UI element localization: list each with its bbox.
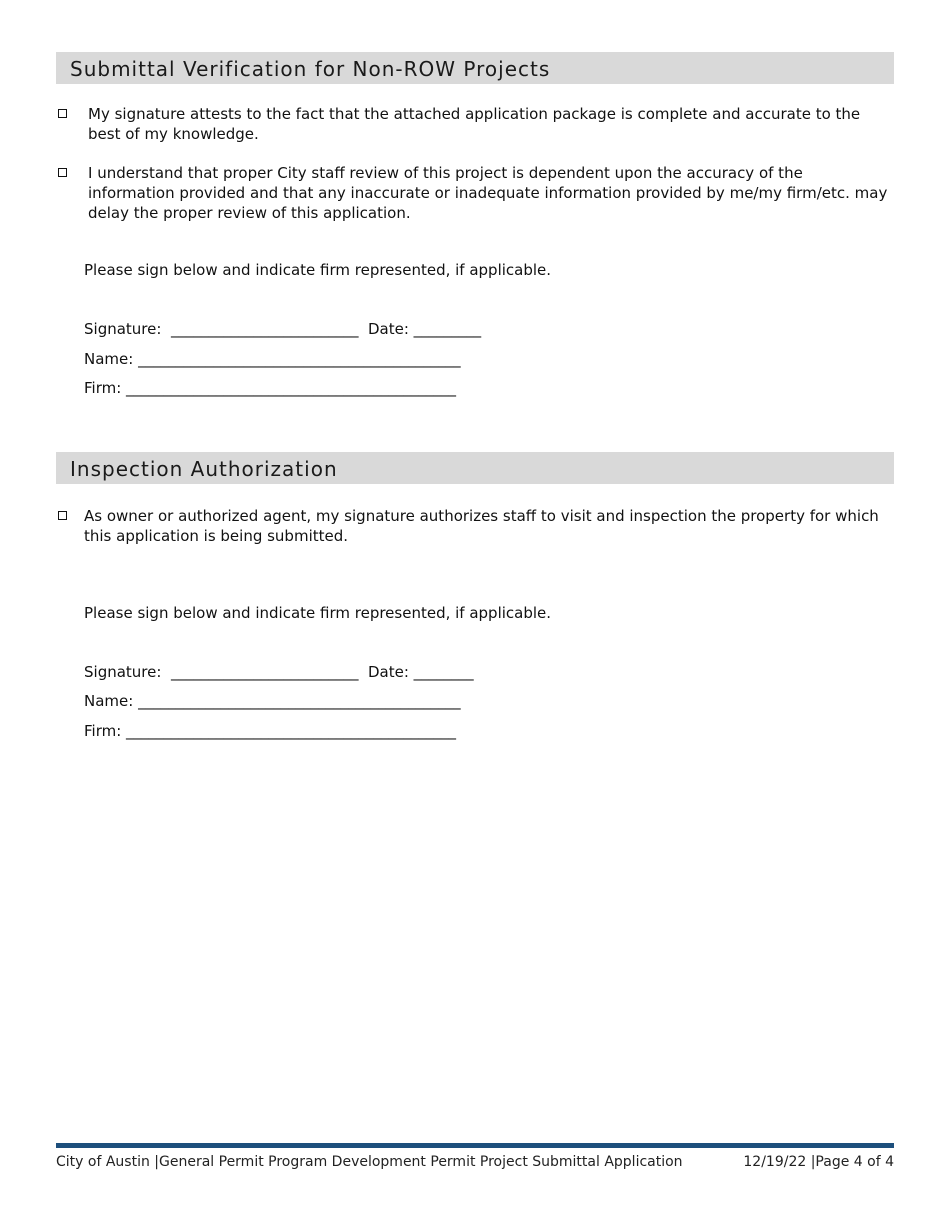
section-title: Submittal Verification for Non-ROW Projects [70,57,551,81]
checkbox[interactable] [58,109,67,118]
firm-field[interactable]: Firm: ____________________________________________ [84,722,457,740]
section-title: Inspection Authorization [70,457,338,481]
footer-divider [56,1143,894,1148]
sign-instruction: Please sign below and indicate firm represented, if applicable. [84,261,552,279]
footer-document-title: City of Austin |General Permit Program Development Permit Project Submittal Application [56,1154,683,1170]
section-header-submittal-verification [56,52,894,84]
item-text: As owner or authorized agent, my signature authorizes staff to visit and inspection the property for which this application is being submitted. [84,507,879,545]
footer-page-info: 12/19/22 |Page 4 of 4 [743,1154,894,1170]
name-field[interactable]: Name: ___________________________________________ [84,692,461,710]
signature-date-field[interactable]: Signature: _________________________ Date: ________ [84,663,474,681]
signature-date-field[interactable]: Signature: _________________________ Date: _________ [84,320,482,338]
verification-item-accuracy [56,163,894,223]
item-text: My signature attests to the fact that the attached application package is complete and accurate to the best of my knowledge. [88,105,861,143]
section-header-inspection-authorization [56,452,894,484]
verification-item-complete [56,104,894,144]
name-field[interactable]: Name: ___________________________________________ [84,350,461,368]
inspection-authorization-item [56,506,894,546]
sign-instruction: Please sign below and indicate firm represented, if applicable. [84,604,552,622]
firm-field[interactable]: Firm: ____________________________________________ [84,379,457,397]
item-text: I understand that proper City staff review of this project is dependent upon the accuracy of the information provided and that any inaccurate or inadequate information provided by me/my firm/etc. may delay the proper review of this application. [88,164,888,222]
checkbox[interactable] [58,168,67,177]
checkbox[interactable] [58,511,67,520]
